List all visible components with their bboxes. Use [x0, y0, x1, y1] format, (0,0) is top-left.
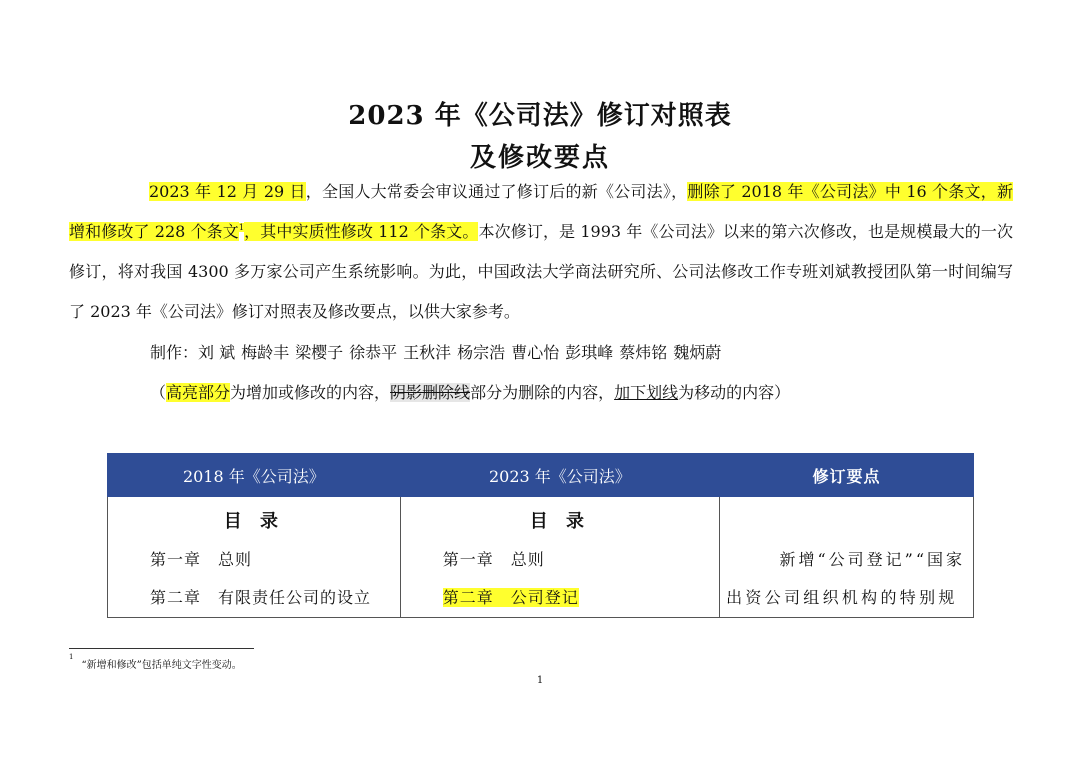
chapter-item: 第一章 总则 — [442, 550, 545, 569]
legend-underline: 加下划线 — [614, 383, 679, 402]
doc-title: 2023 年《公司法》修订对照表 — [348, 101, 732, 131]
author-name: 梁樱子 — [295, 343, 344, 362]
header-notes: 修订要点 — [720, 454, 974, 497]
author-name: 蔡炜铭 — [619, 343, 668, 362]
table-header-row — [108, 454, 974, 497]
highlight-substantive: ，其中实质性修改 112 个条文。 — [243, 222, 479, 241]
chapter-item: 第二章 有限责任公司的设立 — [150, 588, 372, 607]
chapter-item-highlighted: 第二章 公司登记 — [442, 588, 579, 607]
intro-text-2: 本次修订，是 1993 年《公司法》以来的第六次修改，也是规模最大的一次修订，将对我国 4300 多万家公司产生系统影响。为此，中国政法大学商法研究所、公司法修改工作专班刘斌教授团队第一时间编写了 2023 年《公司法》修订对照表及修改要点，以供大家参考。 — [69, 222, 1013, 321]
doc-subtitle: 及修改要点 — [469, 143, 610, 173]
cell-2018 — [108, 497, 401, 618]
legend-strike: 阴影删除线 — [390, 383, 471, 402]
legend-text-2: 部分为删除的内容， — [470, 383, 615, 402]
note-text: 出资公司组织机构的特别规 — [726, 588, 958, 607]
header-2018: 2018 年《公司法》 — [108, 454, 401, 497]
author-name: 王秋沣 — [403, 343, 452, 362]
footnote-mark: 1 — [69, 653, 74, 661]
author-name: 杨宗浩 — [457, 343, 506, 362]
legend-highlight: 高亮部分 — [166, 383, 231, 402]
footnote-divider — [69, 648, 254, 649]
footnote-text: “新增和修改”包括单纯文字性变动。 — [81, 660, 242, 671]
legend-text-3: 为移动的内容） — [678, 383, 791, 402]
author-name: 魏炳蔚 — [673, 343, 722, 362]
author-name: 梅龄丰 — [241, 343, 290, 362]
legend-open-paren: （ — [150, 383, 167, 402]
author-name: 彭琪峰 — [565, 343, 614, 362]
footnote-ref[interactable]: 1 — [238, 223, 244, 232]
highlight-date: 2023 年 12 月 29 日 — [149, 182, 306, 201]
note-text: 新增“公司登记”“国家 — [779, 550, 965, 569]
toc-heading: 目 录 — [529, 511, 591, 532]
chapter-item: 第一章 总则 — [150, 550, 253, 569]
credits-label: 制作： — [150, 343, 199, 362]
author-name: 徐恭平 — [349, 343, 398, 362]
cell-notes — [720, 497, 974, 618]
author-name: 曹心怡 — [511, 343, 560, 362]
intro-text-1: ，全国人大常委会审议通过了修订后的新《公司法》， — [305, 182, 688, 201]
toc-heading: 目 录 — [223, 511, 284, 532]
header-2023: 2023 年《公司法》 — [400, 454, 719, 497]
author-name: 刘 斌 — [198, 343, 236, 362]
markup-legend — [150, 378, 790, 408]
footnote — [69, 653, 242, 671]
cell-2023 — [400, 497, 719, 618]
page-number: 1 — [536, 675, 544, 686]
table-row — [108, 497, 974, 618]
legend-text-1: 为增加或修改的内容， — [230, 383, 391, 402]
intro-paragraph — [69, 172, 1013, 332]
comparison-table — [107, 453, 974, 618]
highlight-changes: 删除了 2018 年《公司法》中 16 个条文，新增和修改了 228 个条文 — [69, 182, 1013, 241]
credits-line — [150, 338, 727, 368]
